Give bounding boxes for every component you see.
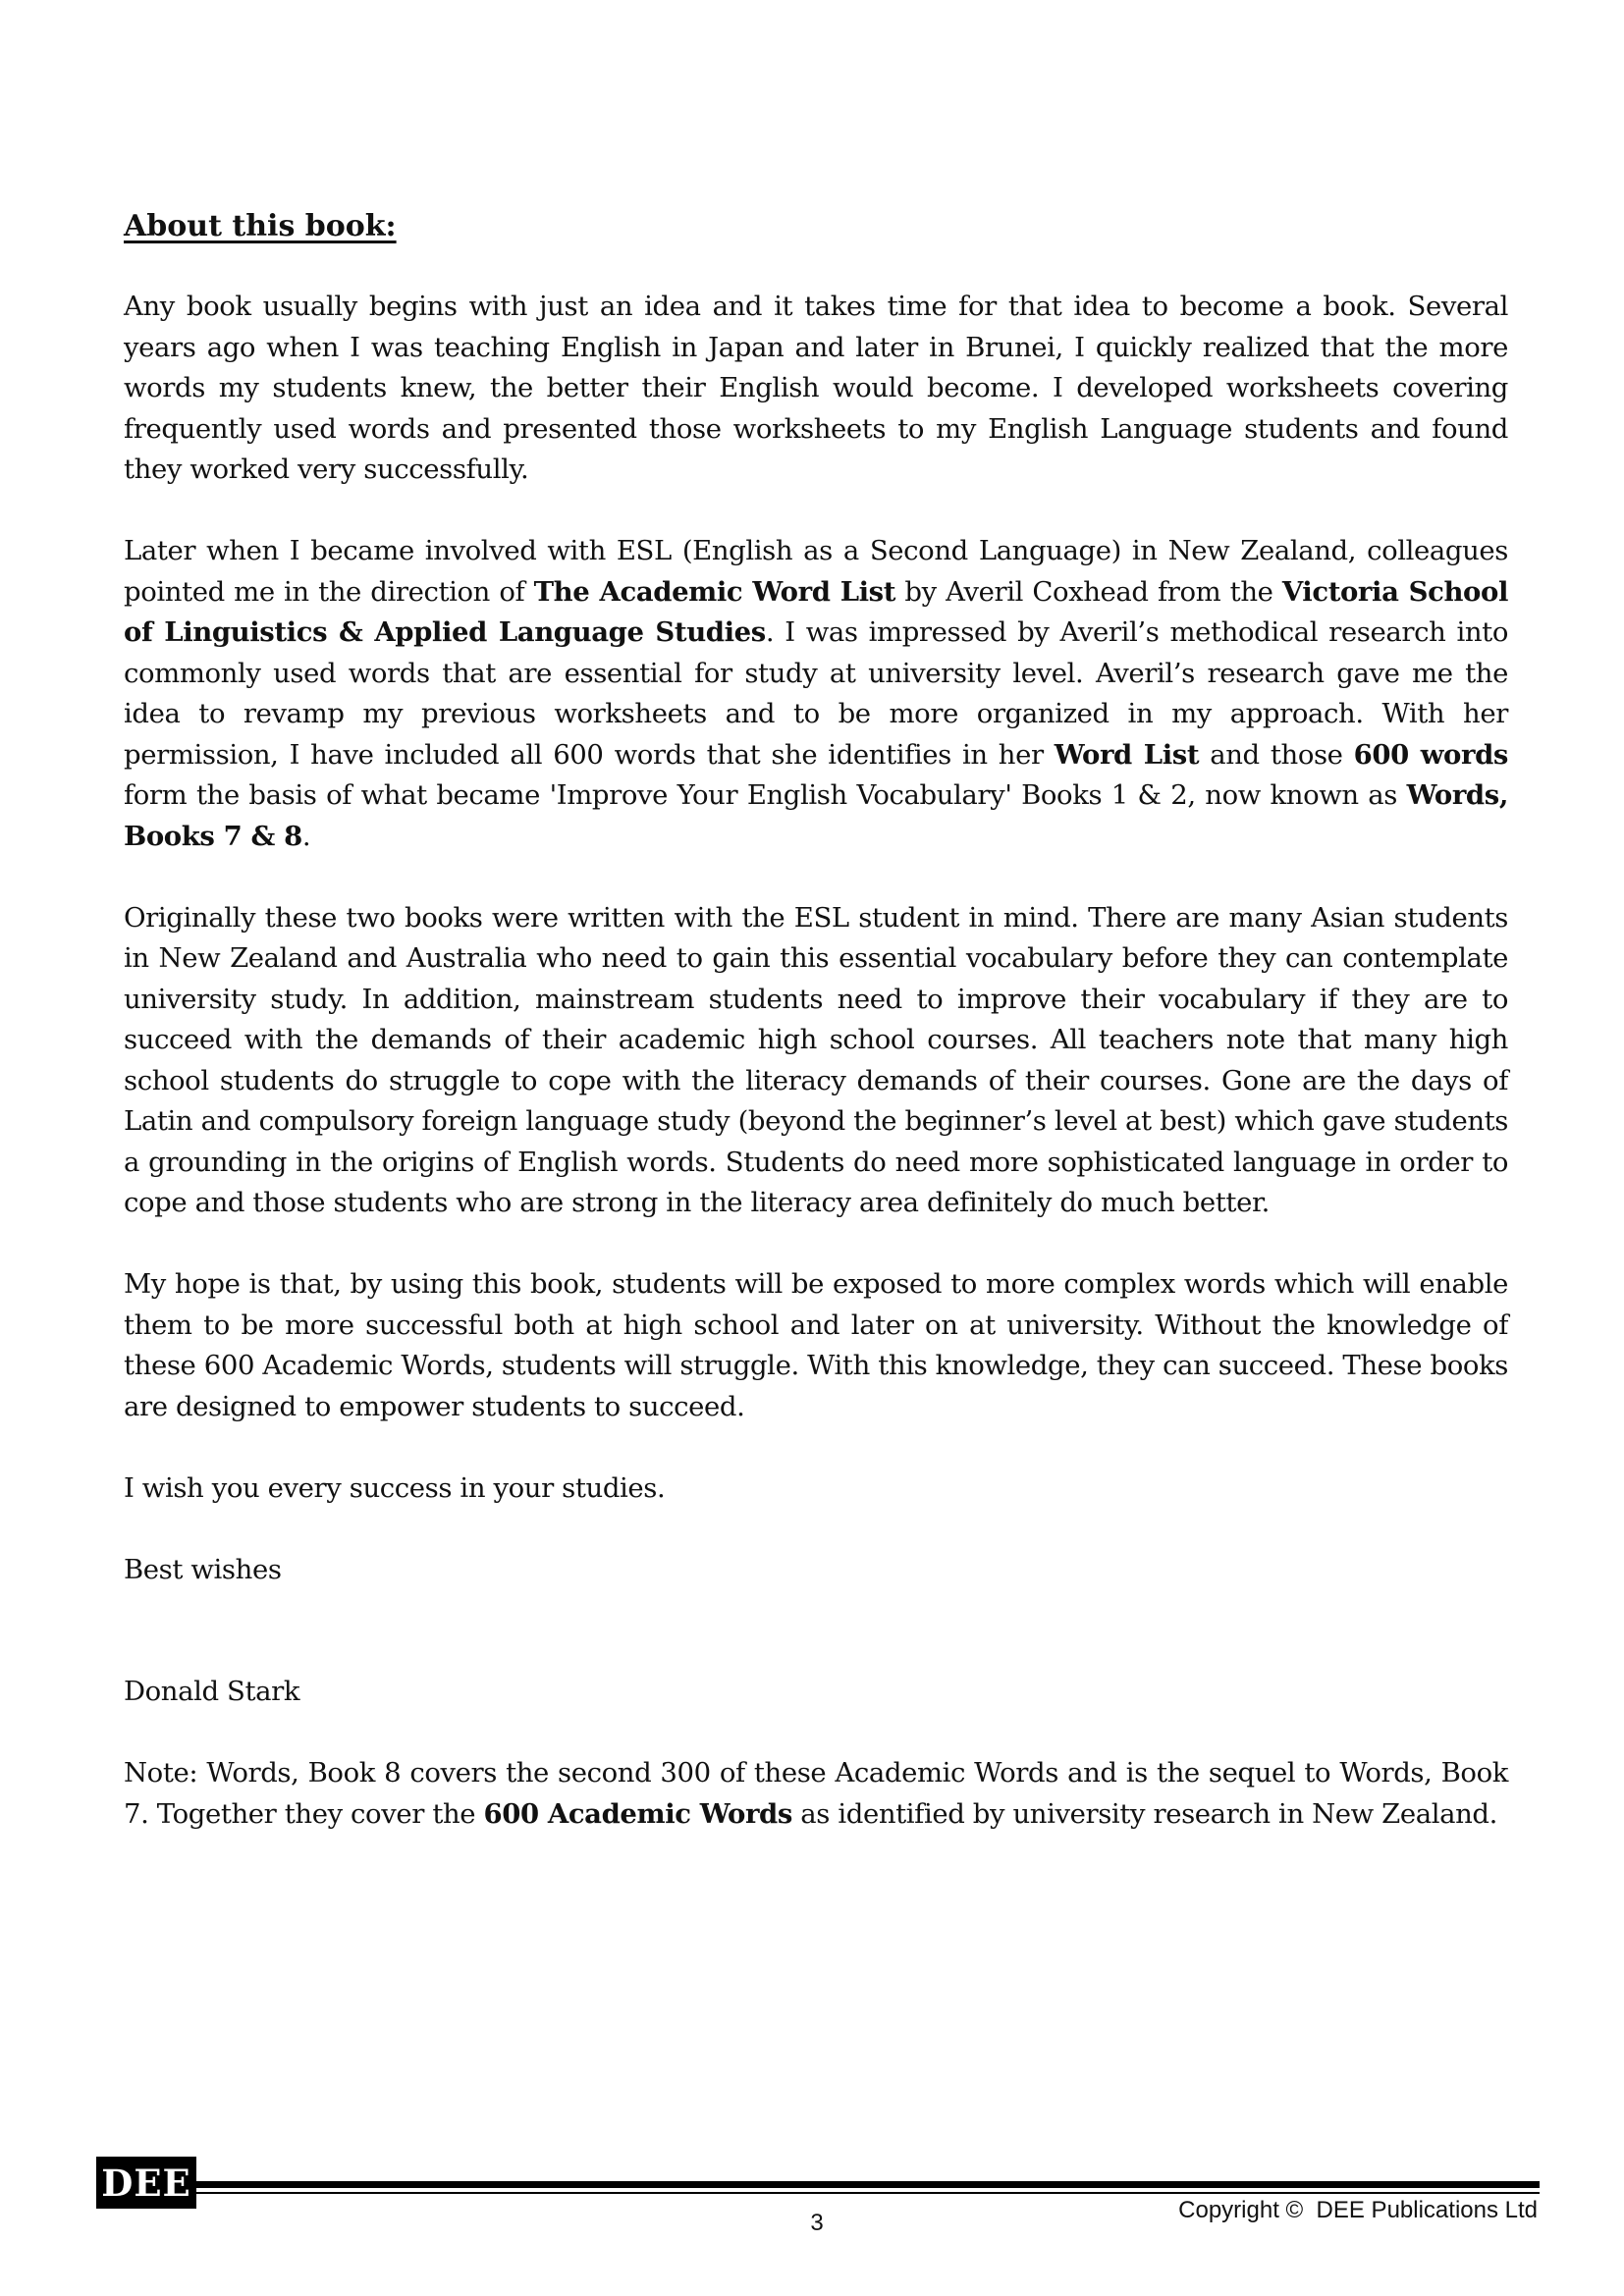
footer-rule-thick (194, 2181, 1540, 2188)
paragraph-3: Originally these two books were written with the ESL student in mind. There are many Asian students in New Zealand and Australia who need to gain this essential vocabulary before they can contemplate university study. In addition, mainstream students need to improve their vocabulary if they are to succeed with the demands of their academic high school courses. All teachers note that many high school students do struggle to cope with the literacy demands of their courses. Gone are the days of Latin and compulsory foreign language study (beyond the beginner’s level at best) which gave students a grounding in the origins of English words. Students do need more sophisticated language in order to cope and those students who are strong in the literacy area definitely do much better. (124, 901, 1508, 1218)
600-words-bold: 600 words (1353, 738, 1508, 771)
paragraph-4: My hope is that, by using this book, students will be exposed to more complex words which will enable them to be more successful both at high school and later on at university. Without the knowledge of these 600 Academic Words, students will struggle. With this knowledge, they can succeed. These books are designed to empower students to succeed. (124, 1268, 1508, 1422)
note-paragraph (124, 1753, 1508, 1835)
academic-word-list-bold: The Academic Word List (533, 575, 896, 608)
page-title: About this book: (124, 209, 397, 243)
closing-line: Best wishes (124, 1553, 282, 1585)
note-text: as identified by university research in New Zealand. (791, 1797, 1497, 1830)
paragraph-2-text: . (301, 820, 311, 852)
paragraph-1: Any book usually begins with just an idea and it takes time for that idea to become a book. Several years ago when I was teaching English in Japan and later in Brunei, I quickly realized that the more words my students knew, the better their English would become. I developed worksheets covering frequently used words and presented those worksheets to my English Language students and found they worked very successfully. (124, 291, 1508, 485)
page-body (124, 204, 1508, 1876)
paragraph-2 (124, 531, 1508, 857)
copyright-notice: Copyright © DEE Publications Ltd (1178, 2197, 1538, 2223)
dee-logo: DEE (96, 2157, 196, 2209)
paragraph-2-text: form the basis of what became 'Improve Your English Vocabulary' Books 1 & 2, now known as (124, 779, 1407, 811)
victoria-school-bold: Victoria School of Linguistics & Applied Language Studies (124, 575, 1508, 648)
words-books-bold: Words, Books 7 & 8 (124, 779, 1508, 852)
signature: Donald Stark (124, 1676, 300, 1707)
600-academic-words-bold: 600 Academic Words (483, 1797, 792, 1830)
paragraph-2-text: . I was impressed by Averil’s methodical research into commonly used words that are essential for study at university level. Averil’s research gave me the idea to revamp my previous worksheets and to be more organized in my approach. With her permission, I have included all 600 words that she identifies in her (124, 616, 1508, 771)
footer-rule-thin (194, 2192, 1540, 2194)
note-text: Note: Words, Book 8 covers the second 300 of these Academic Words and is the sequel to Words, Book 7. Together they cover the (124, 1757, 1508, 1830)
paragraph-2-text: and those (1199, 738, 1354, 771)
page-number: 3 (810, 2210, 824, 2236)
word-list-bold: Word List (1054, 738, 1200, 771)
paragraph-2-text: by Averil Coxhead from the (895, 575, 1282, 608)
paragraph-2-text: Later when I became involved with ESL (English as a Second Language) in New Zealand, colleagues pointed me in the direction of (124, 535, 1508, 608)
paragraph-5: I wish you every success in your studies. (124, 1471, 666, 1504)
signature-spacer (124, 1631, 1508, 1673)
